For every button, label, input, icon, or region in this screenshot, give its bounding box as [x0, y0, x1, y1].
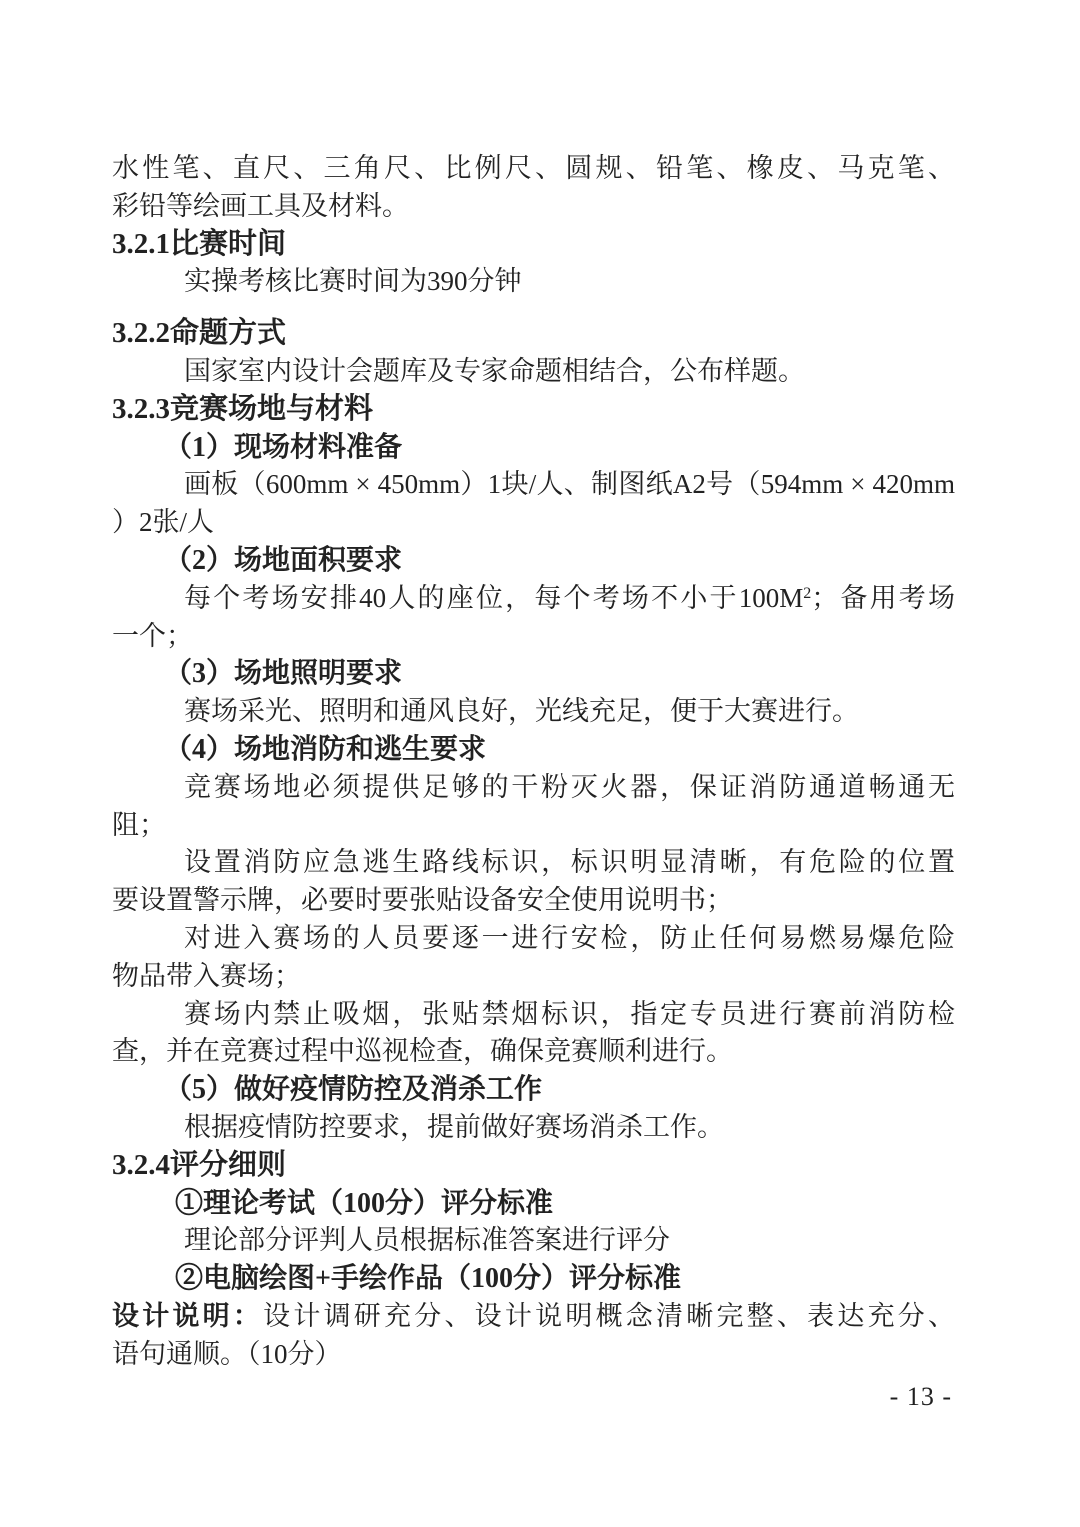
item-1-body-line-2: ）2张/人	[112, 507, 215, 538]
item-4-body-line-2: 阻；	[112, 809, 166, 840]
item-4-body-line-4: 要设置警示牌，必要时要张贴设备安全使用说明书；	[112, 885, 733, 916]
item-2-body-line-1	[112, 580, 955, 618]
section-3-2-1-body-line: 实操考核比赛时间为390分钟	[184, 266, 522, 297]
page-number: - 13 -	[889, 1382, 952, 1411]
item-4-heading: （4）场地消防和逃生要求	[164, 733, 487, 765]
item-4-body-line-3: 设置消防应急逃生路线标识，标识明显清晰，有危险的位置	[184, 847, 955, 878]
item-2-body-text-after: ；备用考场	[811, 582, 955, 613]
intro-line-2: 彩铅等绘画工具及材料。	[112, 190, 409, 221]
intro-line-1: 水性笔、直尺、三角尺、比例尺、圆规、铅笔、橡皮、马克笔、	[112, 153, 955, 183]
section-3-2-2-body-line: 国家室内设计会题库及专家命题相结合，公布样题。	[184, 355, 805, 386]
item-1-body-line-1: 画板（600mm × 450mm）1块/人、制图纸A2号（594mm × 420mm	[184, 469, 955, 500]
item-4-body-line-1: 竞赛场地必须提供足够的干粉灭火器，保证消防通道畅通无	[184, 771, 955, 802]
section-3-2-1-heading: 3.2.1比赛时间	[112, 227, 287, 260]
section-3-2-4-heading: 3.2.4评分细则	[112, 1148, 287, 1181]
item-2-body-text: 每个考场安排40人的座位，每个考场不小于100M	[184, 582, 804, 613]
scoring-sub-2-heading: ②电脑绘图+手绘作品（100分）评分标准	[175, 1263, 681, 1295]
design-note-text: 设计调研充分、设计说明概念清晰完整、表达充分、	[263, 1300, 956, 1331]
item-4-body-line-8: 查，并在竞赛过程中巡视检查，确保竞赛顺利进行。	[112, 1036, 733, 1067]
item-4-body-line-7: 赛场内禁止吸烟，张贴禁烟标识，指定专员进行赛前消防检	[184, 998, 955, 1029]
item-2-body-line-2: 一个；	[112, 620, 193, 651]
scoring-sub-1-body: 理论部分评判人员根据标准答案进行评分	[184, 1225, 670, 1256]
superscript-2: 2	[803, 584, 812, 602]
item-4-body-line-5: 对进入赛场的人员要逐一进行安检，防止任何易燃易爆危险	[184, 922, 955, 953]
item-5-body-line: 根据疫情防控要求，提前做好赛场消杀工作。	[184, 1111, 724, 1142]
document-body	[112, 150, 955, 1374]
item-1-heading: （1）现场材料准备	[164, 431, 403, 463]
design-note-line-1	[112, 1298, 955, 1336]
design-note-label: 设计说明：	[112, 1300, 264, 1331]
section-3-2-2-heading: 3.2.2命题方式	[112, 317, 287, 350]
item-4-body-line-6: 物品带入赛场；	[112, 960, 301, 991]
scoring-sub-1-heading: ①理论考试（100分）评分标准	[175, 1187, 554, 1219]
design-note-line-2: 语句通顺。（10分）	[112, 1338, 342, 1369]
item-2-heading: （2）场地面积要求	[164, 544, 403, 576]
section-3-2-3-heading: 3.2.3竞赛场地与材料	[112, 392, 374, 425]
item-3-body-line: 赛场采光、照明和通风良好，光线充足，便于大赛进行。	[184, 696, 859, 727]
item-5-heading: （5）做好疫情防控及消杀工作	[164, 1074, 543, 1106]
item-3-heading: （3）场地照明要求	[164, 658, 403, 690]
